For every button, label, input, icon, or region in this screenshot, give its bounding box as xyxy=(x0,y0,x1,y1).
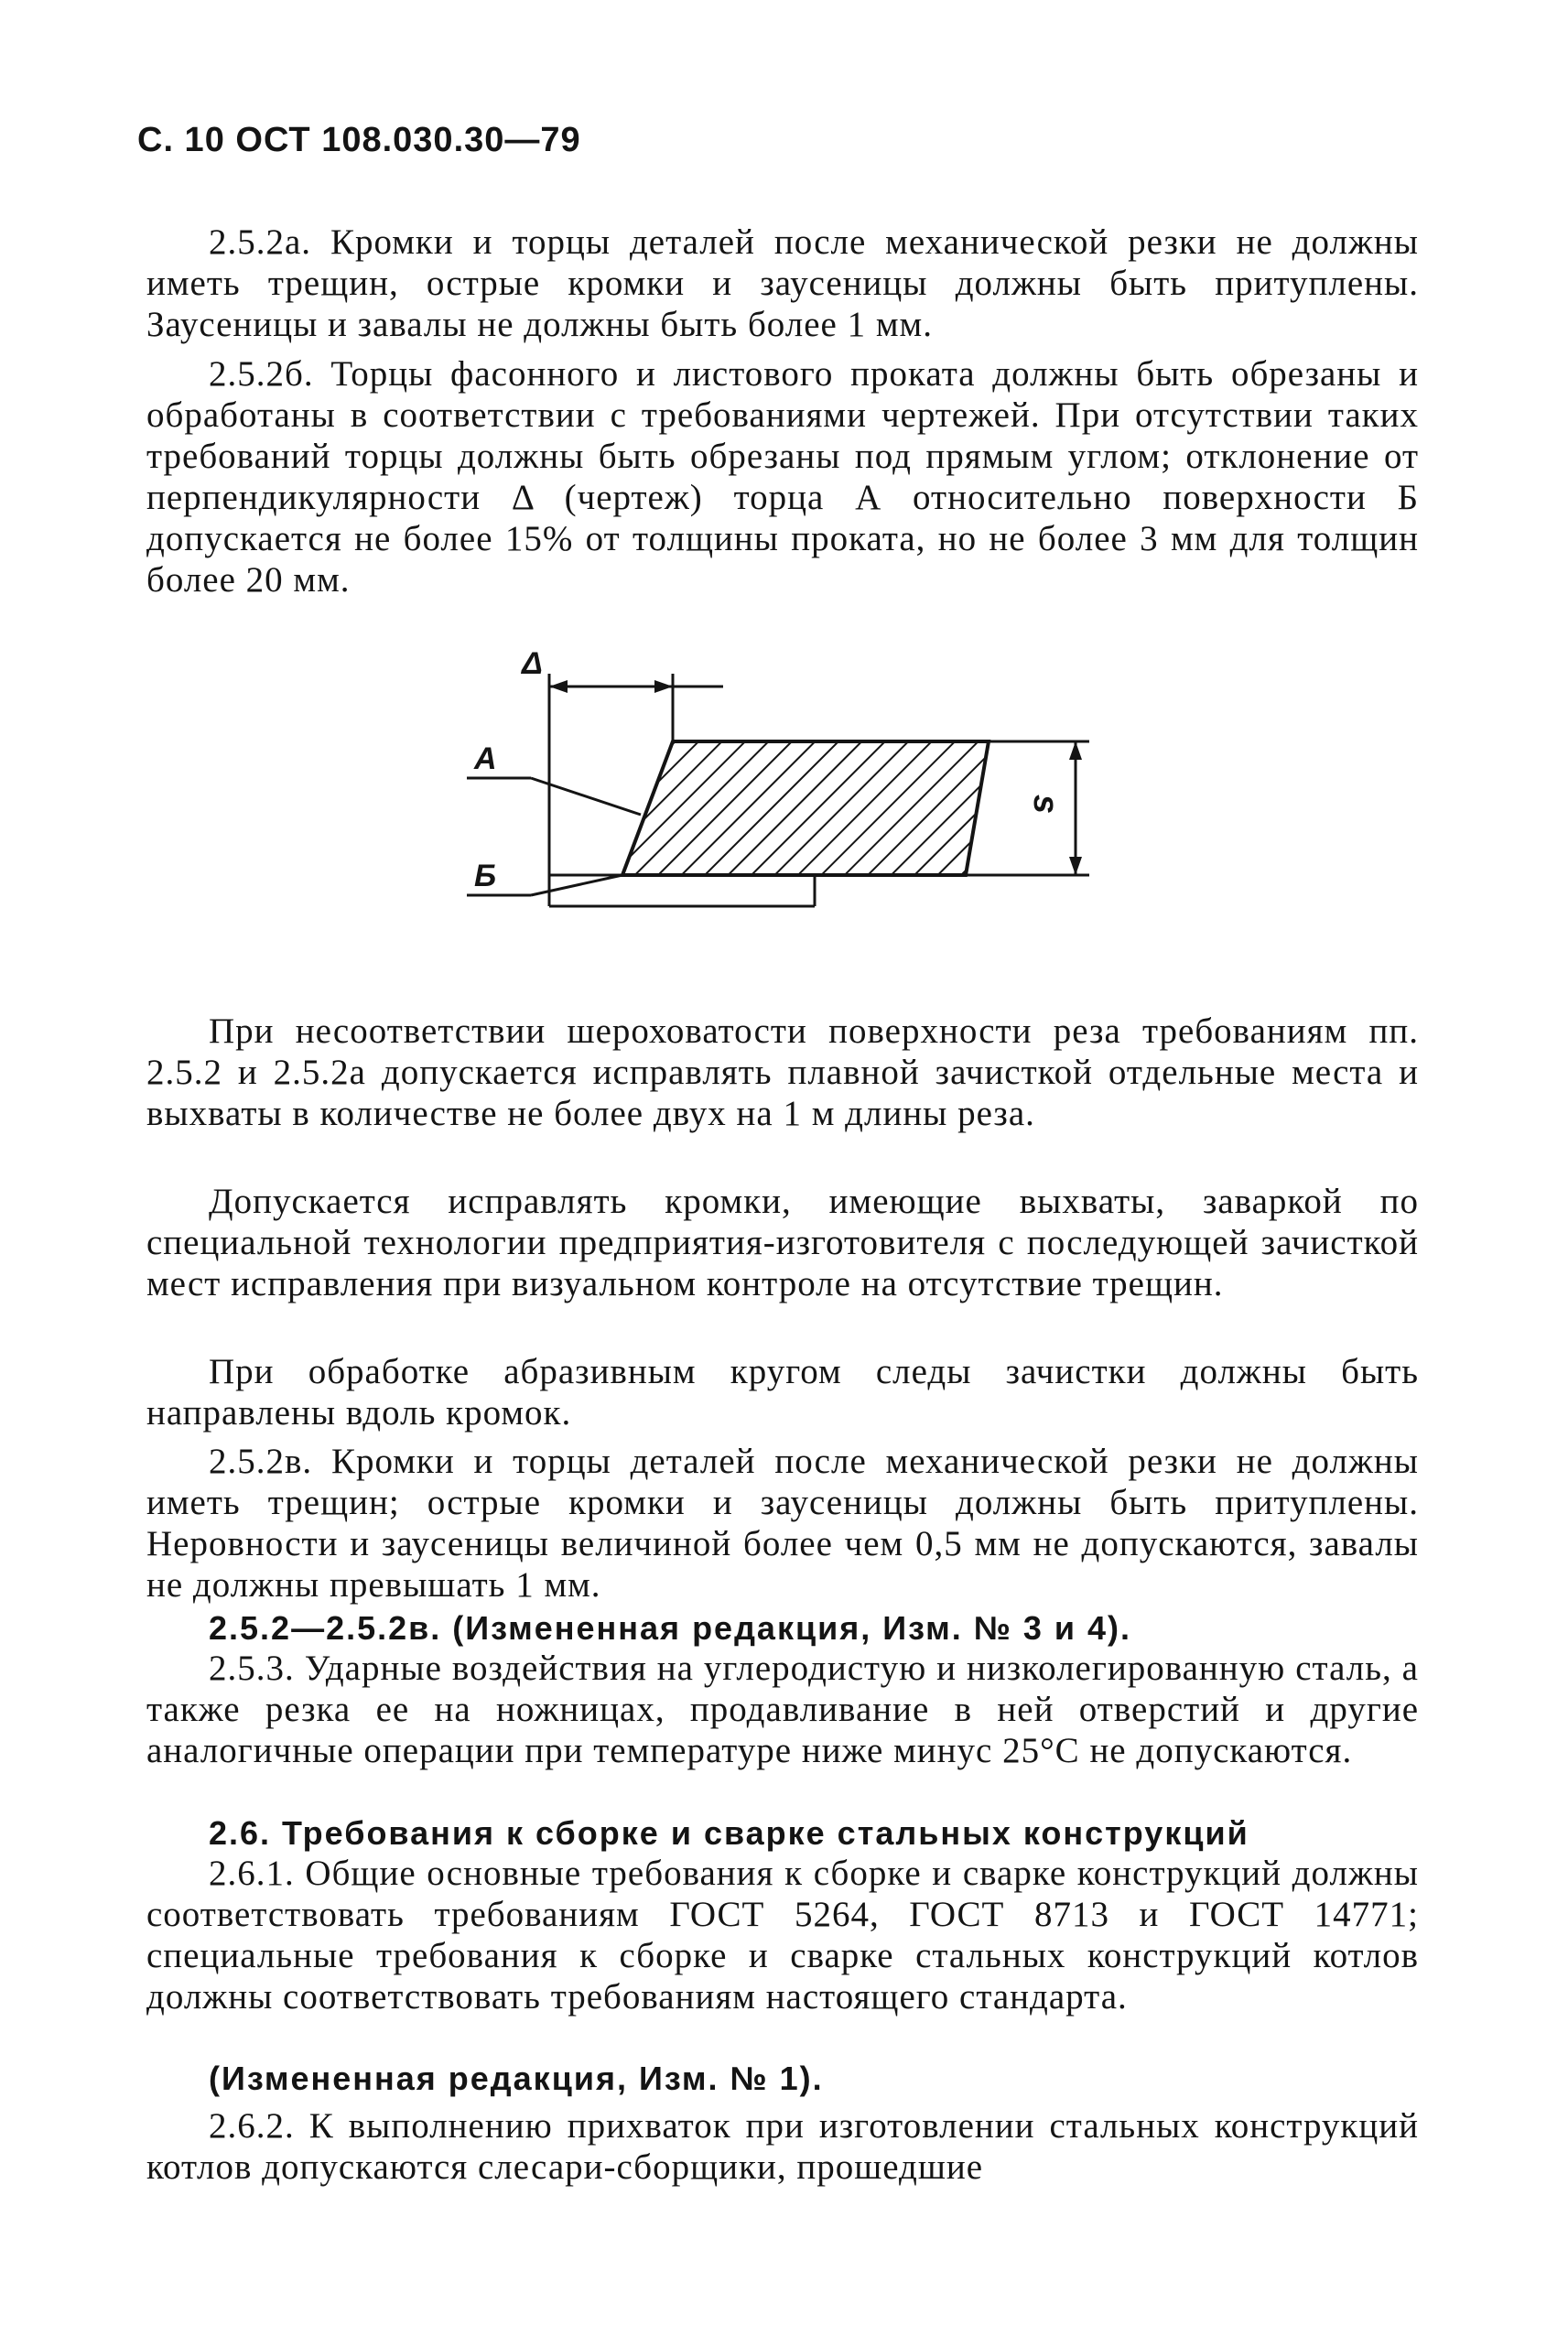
thickness-arrow-top xyxy=(1069,741,1082,760)
delta-arrow-right xyxy=(654,680,673,693)
change-note-3-4: 2.5.2—2.5.2в. (Измененная редакция, Изм. № 3 и 4). xyxy=(209,1609,1132,1647)
page-header: С. 10 ОСТ 108.030.30—79 xyxy=(137,121,581,159)
paragraph-2-5-2b: 2.5.2б. Торцы фасонного и листового проката должны быть обрезаны и обработаны в соответствии с требованиями чертежей. При отсутствии таких требований торцы должны быть обрезаны под прямым углом; отклонение от перпендикулярности Δ (чертеж) торца А относительно поверхности Б допускается не более 15% от толщины проката, но не более 3 мм для толщин более 20 мм. xyxy=(146,354,1419,600)
label-delta: Δ xyxy=(522,646,543,681)
section-2-6-title: 2.6. Требования к сборке и сварке стальных конструкций xyxy=(209,1814,1249,1852)
leader-a-diagonal xyxy=(531,778,641,815)
paragraph-repair: Допускается исправлять кромки, имеющие выхваты, заваркой по специальной технологии предприятия-изготовителя с последующей зачисткой мест исправления при визуальном контроле на отсутствие трещин. xyxy=(146,1182,1419,1303)
label-a: А xyxy=(474,741,497,776)
hatched-part xyxy=(622,741,989,875)
thickness-arrow-bottom xyxy=(1069,857,1082,875)
paragraph-2-6-2: 2.6.2. К выполнению прихваток при изготовлении стальных конструкций котлов допускаются слесари-сборщики, прошедшие xyxy=(146,2106,1419,2187)
paragraph-roughness: При несоответствии шероховатости поверхности реза требованиям пп. 2.5.2 и 2.5.2а допускается исправлять плавной зачисткой отдельные места и выхваты в количестве не более двух на 1 м длины реза. xyxy=(146,1011,1419,1133)
delta-arrow-left xyxy=(549,680,568,693)
edge-deviation-drawing xyxy=(449,641,1144,934)
paragraph-2-5-2v: 2.5.2в. Кромки и торцы деталей после механической резки не должны иметь трещин; острые кромки и заусеницы должны быть притуплены. Неровности и заусеницы величиной более чем 0,5 мм не допускаются, завалы не должны превышать 1 мм. xyxy=(146,1442,1419,1605)
label-b: Б xyxy=(474,859,497,893)
paragraph-2-5-3: 2.5.3. Ударные воздействия на углеродистую и низколегированную сталь, а также резка ее на ножницах, продавливание в ней отверстий и другие аналогичные операции при температуре ниже минус 25°С не допускаются. xyxy=(146,1649,1419,1770)
paragraph-abrasive: При обработке абразивным кругом следы зачистки должны быть направлены вдоль кромок. xyxy=(146,1352,1419,1433)
change-note-1: (Измененная редакция, Изм. № 1). xyxy=(209,2060,824,2097)
leader-b-diagonal xyxy=(531,875,622,895)
paragraph-2-5-2a: 2.5.2а. Кромки и торцы деталей после механической резки не должны иметь трещин, острые кромки и заусеницы должны быть притуплены. Заусеницы и завалы не должны быть более 1 мм. xyxy=(146,222,1419,344)
paragraph-2-6-1: 2.6.1. Общие основные требования к сборке и сварке конструкций должны соответствовать требованиям ГОСТ 5264, ГОСТ 8713 и ГОСТ 14771; специальные требования к сборке и сварке стальных конструкций котлов должны соответствовать требованиям настоящего стандарта. xyxy=(146,1854,1419,2017)
label-s: s xyxy=(1026,795,1065,815)
